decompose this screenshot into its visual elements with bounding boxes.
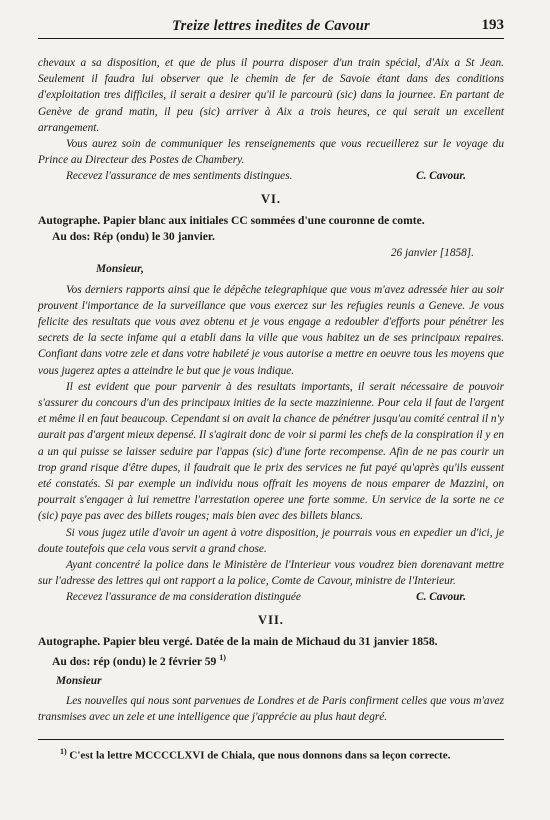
signature-name: C. Cavour. xyxy=(416,591,466,604)
closing-formula: Recevez l'assurance de ma consideration distinguée xyxy=(66,591,301,604)
letter-paragraph: Vos derniers rapports ainsi que le dépêche telegraphique que vous m'avez adressée hier au soir prouvent l'importance de la surveillance que vous exercez sur les refugies reunis a Geneve. Je vous felicite des resultats que vous avez obtenu et je vous engage a redoubler d'efforts pour pénétrer les secrets de la secte infame qui a etabli dans la ville que vous habitez un de ses principaux repaires. Confiant dans votre zele et dans votre habileté je vous autorise a mettre en oeuvre tous les moyens que vous jugerez aptes a atteindre le but que je vous indique. xyxy=(38,283,504,377)
closing-formula: Recevez l'assurance de mes sentiments distingues. xyxy=(66,170,293,183)
signature-name: C. Cavour. xyxy=(416,170,466,183)
running-header xyxy=(38,14,504,39)
letter-paragraph: Si vous jugez utile d'avoir un agent à votre disposition, je pourrais vous en expedier un d'ici, je doute toutefois que cela vous servit a grand chose. xyxy=(38,526,504,555)
letter-description: Autographe. Papier blanc aux initiales CC sommées d'une couronne de comte. xyxy=(38,213,425,227)
letter-paragraph: Les nouvelles qui nous sont parvenues de Londres et de Paris confirment celles que vous m'avez transmises avec un zele et une intelligence que j'apprécie au plus haut degré. xyxy=(38,694,504,723)
footnote-reference: 1) xyxy=(219,652,226,662)
letter-verso-note xyxy=(38,650,504,670)
page-number: 193 xyxy=(481,17,504,33)
footnote-marker: 1) xyxy=(60,746,67,756)
continued-paragraph: chevaux a sa disposition, et que de plus il pourra disposer d'un train spécial, d'Aix a St Jean. Seulement il faudra lui observer que le chemin de fer de Savoie étant dans des conditions d'exploitation tres difficiles, il serait a desirer qu'il le parcourù (sic) dans la journee. En partant de Genève de grand matin, il peu (sic) arriver à Aix a trois heures, ce qui serait un excellent arrangement. xyxy=(38,57,504,134)
footnote-text: C'est la lettre MCCCCLXVI de Chiala, que nous donnons dans sa leçon correcte. xyxy=(69,749,451,762)
letter-description: Autographe. Papier bleu vergé. Datée de la main de Michaud du 31 janvier 1858. xyxy=(38,634,438,648)
section-heading-vi: VI. xyxy=(260,191,282,206)
letter-paragraph: Ayant concentré la police dans le Ministère de l'Interieur vous voudrez bien dorenavant mettre sur l'adresse des lettres qui ont rapport a la police, Comte de Cavour, ministre de l'Interieur. xyxy=(38,559,504,588)
footnote xyxy=(38,744,504,764)
letter-paragraph: Il est evident que pour parvenir à des resultats importants, il serait nécessaire de pouvoir s'assurer du concours d'un des principaux inities de la secte mazzinienne. Pour cela il faut de l'argent et même il en faut beaucoup. Cependant si on avait la chance de pénétrer jusqu'au comité central il n'y aurait pas d'argent mieux depensé. Il s'agirait donc de voir si parmi les chefs de la conspiration il y en a un qui puisse se laisser seduire par l'appas (sic) d'une forte recompense. Afin de ne pas courir un trop grand risque d'être dupes, il faudrait que le prix des services ne fut payé qu'après qu'ils eussent eté constatés. Si par exemple un individu nous offrait les moyens de nous emparer de Mazzini, on pourrait s'engager à lui remettre l'arrestation operee une forte somme. Un service de la sorte ne ce (sic) paye pas avec des billets rouges; mais bien avec des billets blancs. xyxy=(38,380,504,523)
letter-date: 26 janvier [1858]. xyxy=(390,246,474,259)
section-heading-vii: VII. xyxy=(258,612,284,627)
page xyxy=(38,14,504,764)
signature-line xyxy=(38,168,504,184)
letter-verso-note: Au dos: Rép (ondu) le 30 janvier. xyxy=(52,229,215,243)
page-body xyxy=(38,55,504,764)
salutation: Monsieur xyxy=(56,674,102,687)
paragraph-postes: Vous aurez soin de communiquer les renseignements que vous recueillerez sur le voyage du Prince au Directeur des Postes de Chambery. xyxy=(38,138,504,167)
footnote-rule xyxy=(38,739,504,740)
verso-note-text: Au dos: rép (ondu) le 2 février 59 xyxy=(52,654,217,668)
running-title: Treize lettres inedites de Cavour xyxy=(172,18,370,34)
salutation: Monsieur, xyxy=(96,262,144,275)
signature-line xyxy=(38,589,504,605)
